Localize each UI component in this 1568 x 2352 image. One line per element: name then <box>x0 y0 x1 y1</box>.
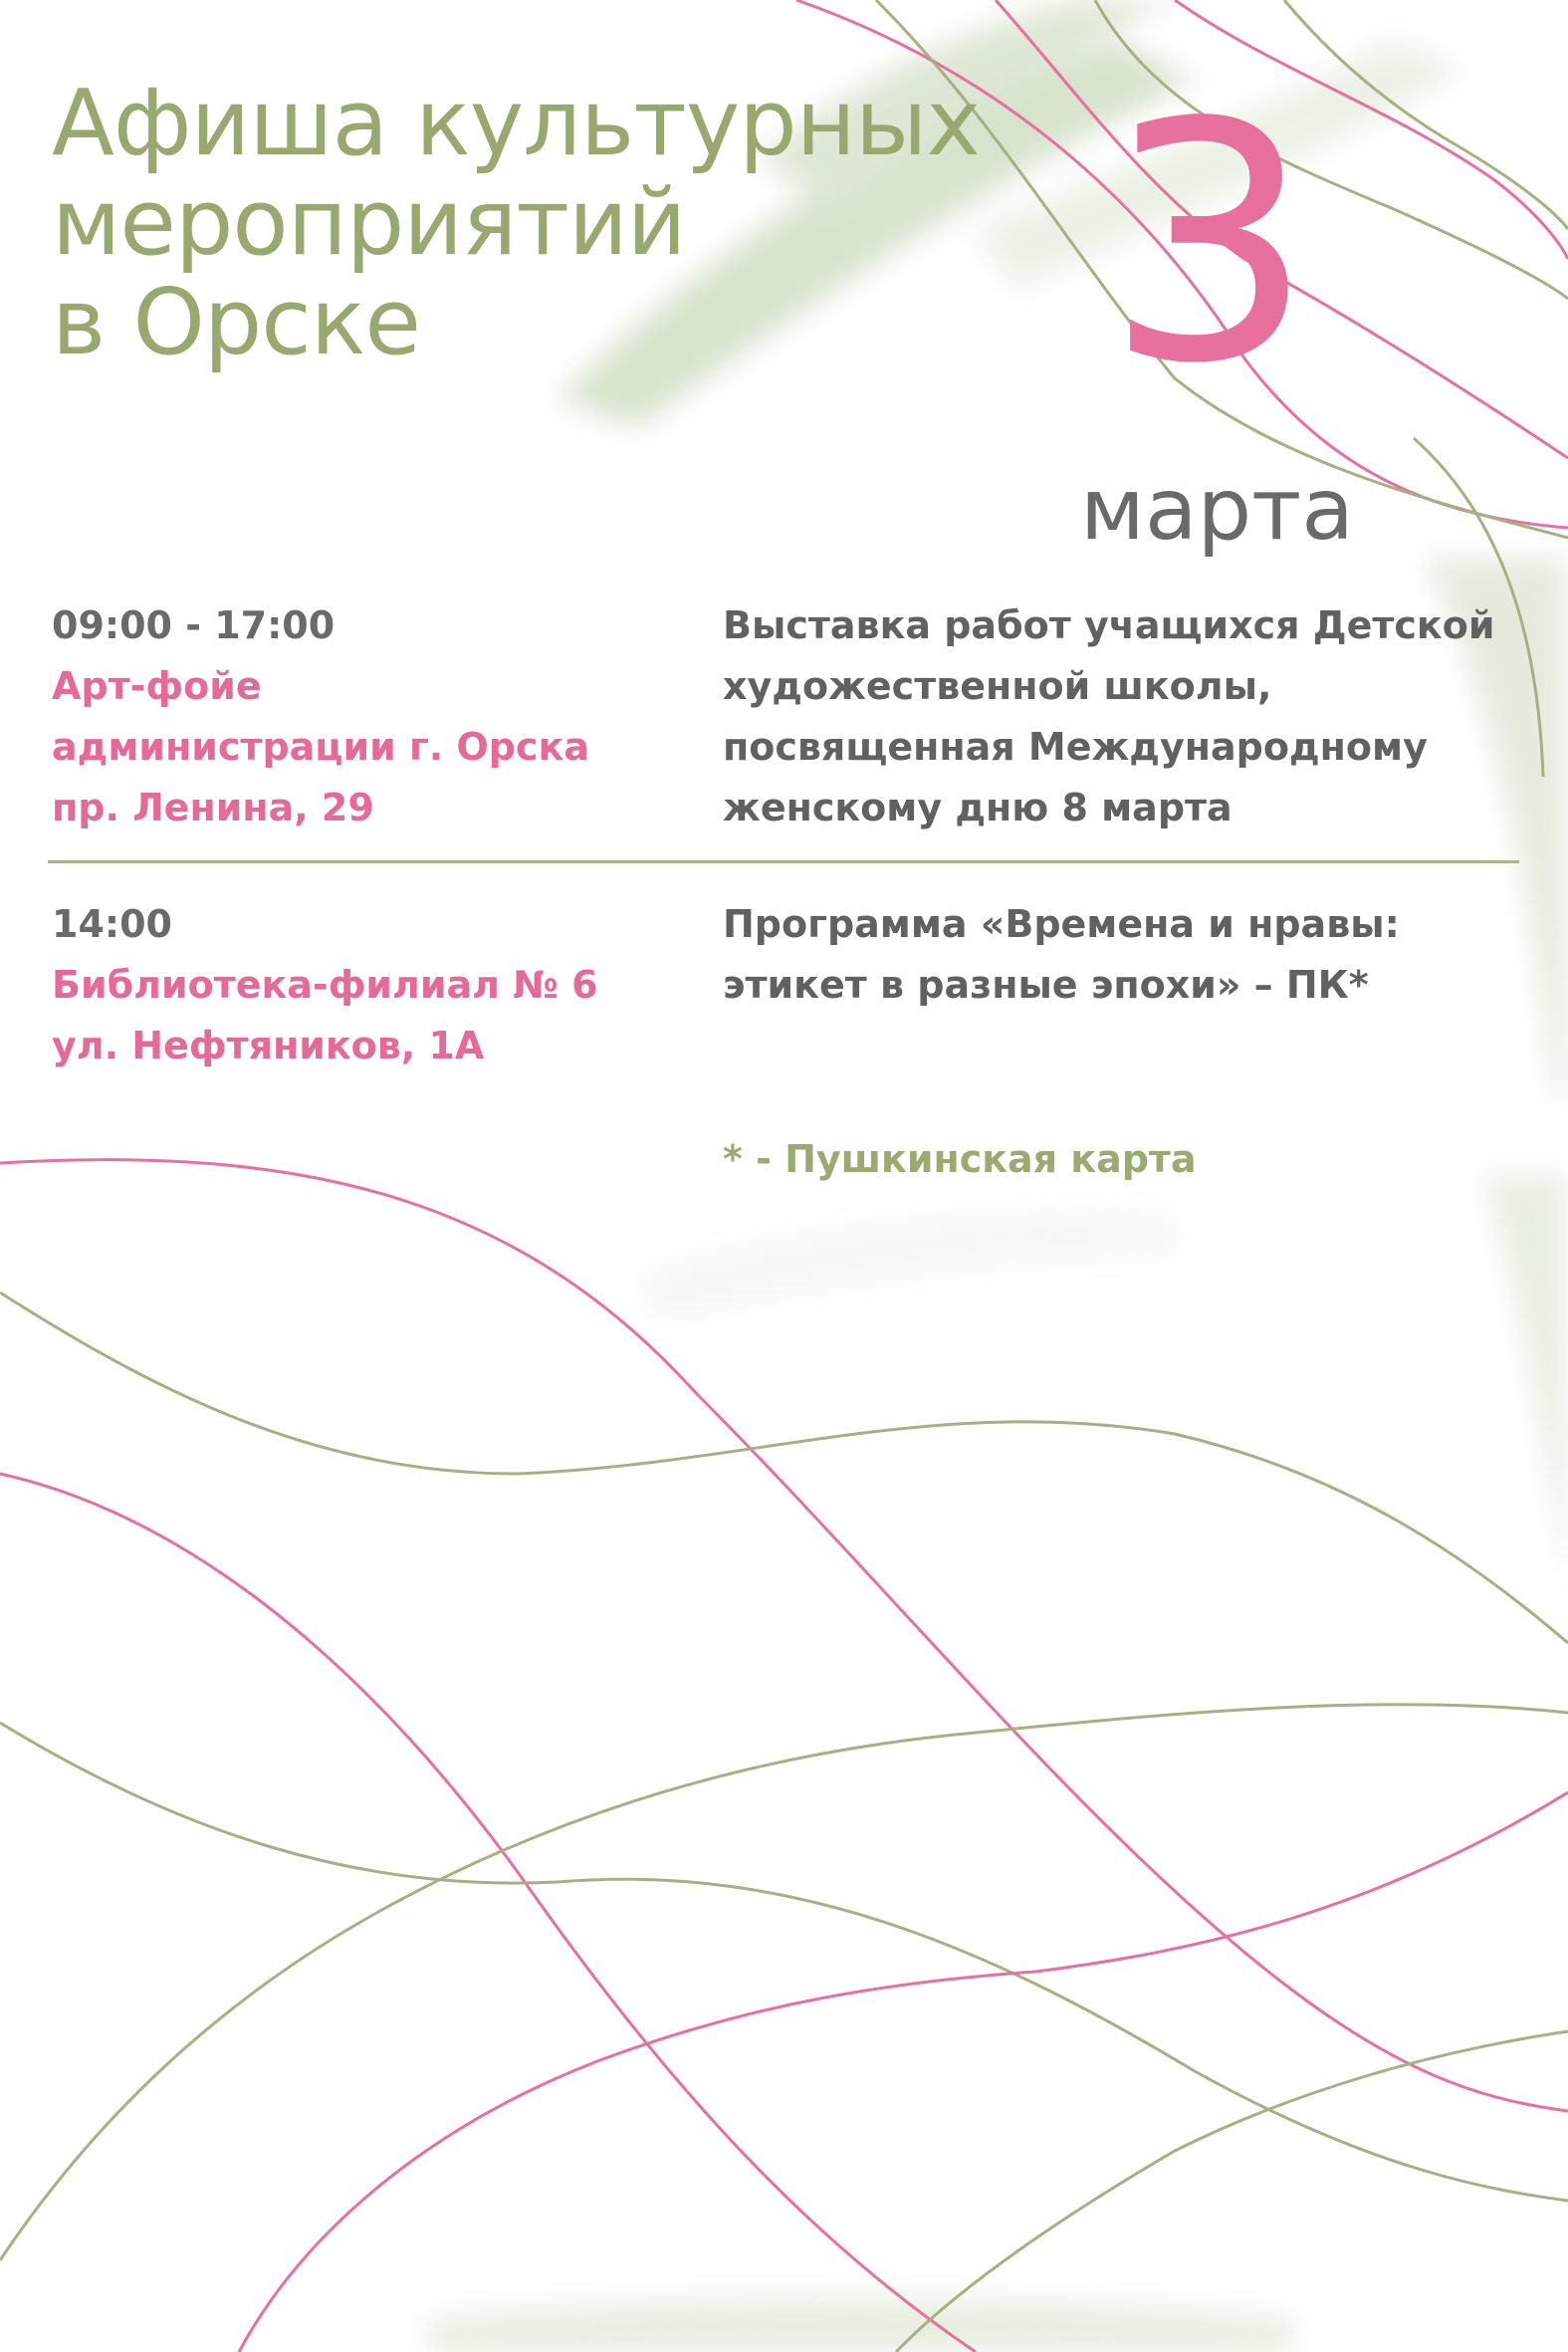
event-place-line: пр. Ленина, 29 <box>52 786 374 829</box>
divider <box>48 860 1519 863</box>
event-description-line: посвященная Международному <box>723 725 1428 769</box>
event-time: 09:00 - 17:00 <box>52 603 336 647</box>
event-details <box>52 595 689 838</box>
footnote: * - Пушкинская карта <box>723 1137 1197 1181</box>
event-description <box>723 595 1539 838</box>
title-line-2: мероприятий <box>52 169 686 276</box>
date-day: 3 <box>1105 53 1314 435</box>
event-place-line: Библиотека-филиал № 6 <box>52 963 598 1007</box>
event-description-line: Программа «Времена и нравы: <box>723 902 1400 946</box>
event-description <box>723 894 1539 1016</box>
event-description-line: этикет в разные эпохи» – ПК* <box>723 963 1369 1007</box>
event-details <box>52 894 689 1076</box>
title-line-3: в Орске <box>52 269 421 375</box>
title-line-1: Афиша культурных <box>52 70 980 176</box>
page-title <box>52 70 1107 375</box>
event-description-line: Выставка работ учащихся Детской <box>723 603 1495 647</box>
event-place-line: ул. Нефтяников, 1А <box>52 1024 485 1067</box>
date-month: марта <box>1080 460 1354 560</box>
event-place-line: Арт-фойе <box>52 664 262 708</box>
event-place-line: администрации г. Орска <box>52 725 589 769</box>
event-description-line: художественной школы, <box>723 664 1272 708</box>
wavy-lines-bottom <box>0 1160 1568 2352</box>
event-time: 14:00 <box>52 902 172 946</box>
event-description-line: женскому дню 8 марта <box>723 786 1232 829</box>
